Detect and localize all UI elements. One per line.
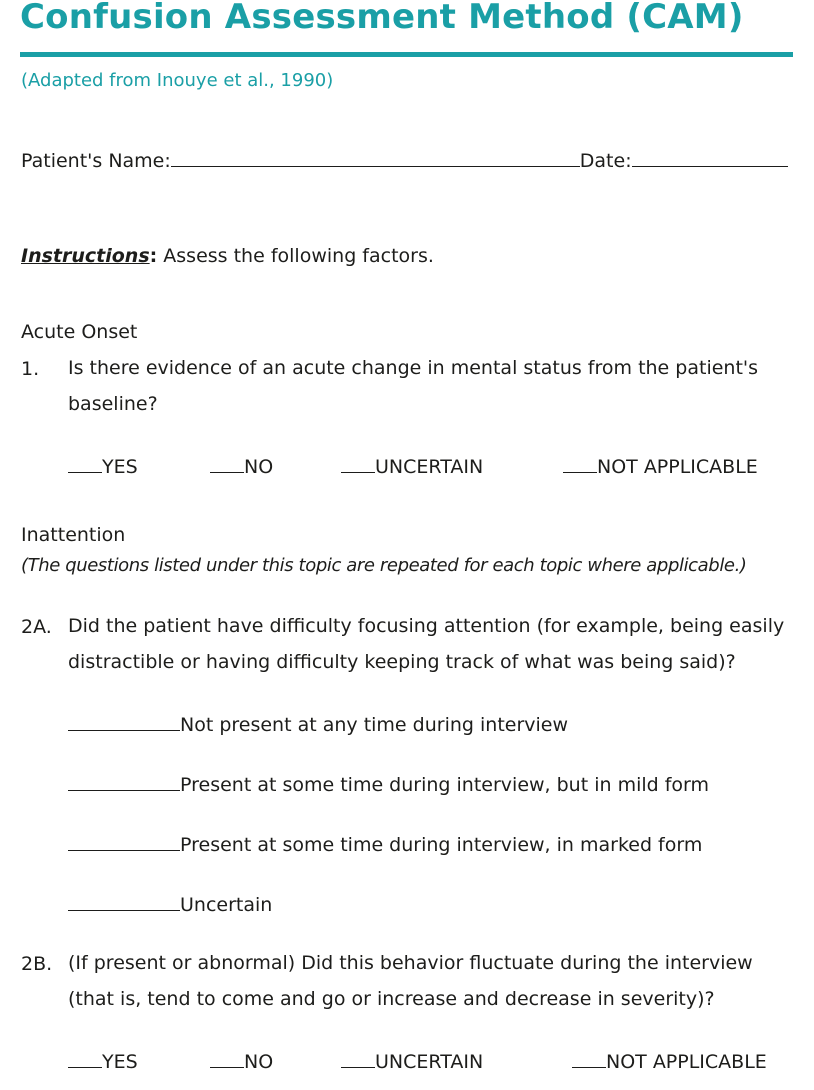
option-label: NO [244,456,274,478]
instructions-label: Instructions [21,245,150,267]
patient-name-label: Patient's Name: [21,150,171,172]
option-label: NOT APPLICABLE [606,1051,767,1073]
answer-blank[interactable] [68,832,180,851]
instructions [21,245,434,267]
subtitle: (Adapted from Inouye et al., 1990) [21,70,334,91]
option-not-present[interactable] [68,712,568,736]
answer-blank[interactable] [68,772,180,791]
answer-blank[interactable] [68,712,180,731]
option-no[interactable] [210,1049,273,1073]
answer-blank[interactable] [68,1049,102,1068]
date-label: Date: [579,150,632,172]
option-uncertain-2a[interactable] [68,892,272,916]
answer-blank[interactable] [68,892,180,911]
option-label: Not present at any time during interview [180,714,569,736]
question-text: Did the patient have difficulty focusing attention (for example, being easily distractible or having difficulty keeping track of what was being said)? [68,615,785,673]
option-label: YES [102,1051,138,1073]
patient-name-field[interactable] [171,146,580,167]
question-number: 2B. [21,953,53,975]
title-divider [20,52,793,57]
option-label: Present at some time during interview, in marked form [180,834,703,856]
answer-blank[interactable] [68,454,102,473]
option-label: NO [244,1051,274,1073]
page-title: Confusion Assessment Method (CAM) [20,0,744,37]
question-text: Is there evidence of an acute change in mental status from the patient's baseline? [68,357,759,415]
option-label: UNCERTAIN [375,1051,484,1073]
option-marked-form[interactable] [68,832,702,856]
option-label: YES [102,456,138,478]
answer-blank[interactable] [572,1049,606,1068]
option-not-applicable[interactable] [572,1049,767,1073]
option-label: NOT APPLICABLE [597,456,758,478]
answer-blank[interactable] [210,1049,244,1068]
option-yes[interactable] [68,1049,138,1073]
section-heading-inattention: Inattention [21,524,126,546]
question-number: 1. [21,358,40,380]
date-field[interactable] [632,146,788,167]
option-yes[interactable] [68,454,138,478]
instructions-text: Assess the following factors. [157,245,434,267]
option-not-applicable[interactable] [563,454,758,478]
option-no[interactable] [210,454,273,478]
question-number: 2A. [21,616,52,638]
instructions-separator: : [149,245,158,267]
option-mild-form[interactable] [68,772,709,796]
answer-blank[interactable] [341,1049,375,1068]
option-uncertain[interactable] [341,1049,483,1073]
answer-blank[interactable] [341,454,375,473]
answer-blank[interactable] [563,454,597,473]
question-text: (If present or abnormal) Did this behavior fluctuate during the interview (that is, tend to come and go or increase and decrease in severity)? [68,952,753,1010]
option-uncertain[interactable] [341,454,483,478]
option-label: Uncertain [180,894,273,916]
option-label: UNCERTAIN [375,456,484,478]
section-note: (The questions listed under this topic are repeated for each topic where applicable.) [21,555,747,576]
option-label: Present at some time during interview, but in mild form [180,774,710,796]
section-heading-acute-onset: Acute Onset [21,321,138,343]
patient-name-row [21,146,788,172]
answer-blank[interactable] [210,454,244,473]
